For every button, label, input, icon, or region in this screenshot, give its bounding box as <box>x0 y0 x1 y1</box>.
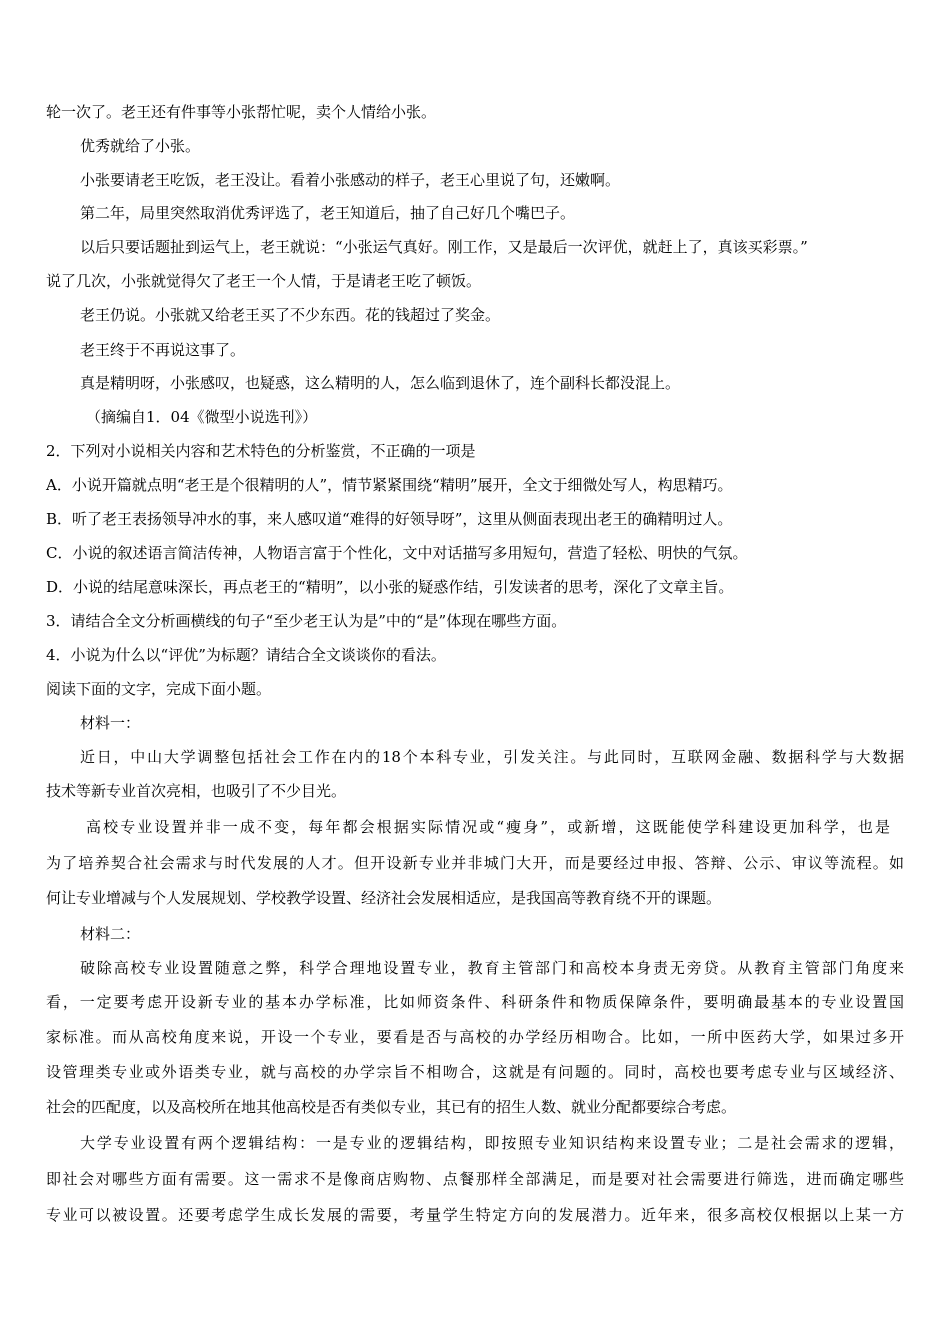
story-line: 第二年，局里突然取消优秀评选了，老王知道后，抽了自己好几个嘴巴子。 <box>80 204 576 222</box>
material-1-line: 高校专业设置并非一成不变，每年都会根据实际情况或“瘦身”，或新增，这既能使学科建设更加科学，也是 <box>86 818 890 836</box>
material-1-line: 近日，中山大学调整包括社会工作在内的18个本科专业，引发关注。与此同时，互联网金融、数据科学与大数据 <box>80 748 904 766</box>
story-line: 真是精明呀，小张感叹，也疑惑，这么精明的人，怎么临到退休了，连个副科长都没混上。 <box>80 374 681 392</box>
material-1-heading: 材料一： <box>80 714 141 732</box>
reading-instruction: 阅读下面的文字，完成下面小题。 <box>46 680 272 698</box>
story-line: 轮一次了。老王还有件事等小张帮忙呢，卖个人情给小张。 <box>46 103 437 121</box>
story-line: 以后只要话题扯到运气上，老王就说：“小张运气真好。刚工作，又是最后一次评优，就赶上了，真该买彩票。” <box>80 238 808 256</box>
question-2-stem: 2．下列对小说相关内容和艺术特色的分析鉴赏，不正确的一项是 <box>46 442 476 460</box>
material-1-line: 技术等新专业首次亮相，也吸引了不少目光。 <box>46 782 347 800</box>
material-2-line: 破除高校专业设置随意之弊，科学合理地设置专业，教育主管部门和高校本身责无旁贷。从教育主管部门角度来 <box>80 959 904 977</box>
option-b: B．听了老王表扬领导冲水的事，来人感叹道“难得的好领导呀”，这里从侧面表现出老王的确精明过人。 <box>46 510 733 528</box>
question-4: 4．小说为什么以“评优”为标题？请结合全文谈谈你的看法。 <box>46 646 446 664</box>
material-1-line: 何让专业增减与个人发展规划、学校教学设置、经济社会发展相适应，是我国高等教育绕不开的课题。 <box>46 889 722 907</box>
material-1-line: 为了培养契合社会需求与时代发展的人才。但开设新专业并非城门大开，而是要经过申报、答辩、公示、审议等流程。如 <box>46 854 904 872</box>
story-line: 老王仍说。小张就又给老王买了不少东西。花的钱超过了奖金。 <box>80 306 501 324</box>
story-line: 说了几次，小张就觉得欠了老王一个人情，于是请老王吃了顿饭。 <box>46 272 482 290</box>
option-d: D．小说的结尾意味深长，再点老王的“精明”，以小张的疑惑作结，引发读者的思考，深化了文章主旨。 <box>46 578 734 596</box>
story-source: （摘编自1．04《微型小说选刊》） <box>86 408 318 426</box>
material-2-line: 家标准。而从高校角度来说，开设一个专业，要看是否与高校的办学经历相吻合。比如，一所中医药大学，如果过多开 <box>46 1028 904 1046</box>
story-line: 优秀就给了小张。 <box>80 137 201 155</box>
story-line: 小张要请老王吃饭，老王没让。看着小张感动的样子，老王心里说了句，还嫩啊。 <box>80 171 621 189</box>
material-2-line: 看，一定要考虑开设新专业的基本办学标准，比如师资条件、科研条件和物质保障条件，要明确最基本的专业设置国 <box>46 993 904 1011</box>
material-2-line: 社会的匹配度，以及高校所在地其他高校是否有类似专业，其已有的招生人数、就业分配都要综合考虑。 <box>46 1098 737 1116</box>
material-2-line: 大学专业设置有两个逻辑结构：一是专业的逻辑结构，即按照专业知识结构来设置专业；二是社会需求的逻辑， <box>80 1134 904 1152</box>
question-3: 3．请结合全文分析画横线的句子“至少老王认为是”中的“是”体现在哪些方面。 <box>46 612 567 630</box>
material-2-heading: 材料二： <box>80 925 141 943</box>
material-2-line: 即社会对哪些方面有需要。这一需求不是像商店购物、点餐那样全部满足，而是要对社会需要进行筛选，进而确定哪些 <box>46 1170 904 1188</box>
story-line: 老王终于不再说这事了。 <box>80 341 246 359</box>
option-a: A．小说开篇就点明“老王是个很精明的人”，情节紧紧围绕“精明”展开，全文于细微处写人，构思精巧。 <box>46 476 733 494</box>
option-c: C．小说的叙述语言简洁传神，人物语言富于个性化，文中对话描写多用短句，营造了轻松、明快的气氛。 <box>46 544 748 562</box>
material-2-line: 设管理类专业或外语类专业，就与高校的办学宗旨不相吻合，这就是有问题的。同时，高校也要考虑专业与区域经济、 <box>46 1063 904 1081</box>
material-2-line: 专业可以被设置。还要考虑学生成长发展的需要，考量学生特定方向的发展潜力。近年来，很多高校仅根据以上某一方 <box>46 1206 904 1224</box>
